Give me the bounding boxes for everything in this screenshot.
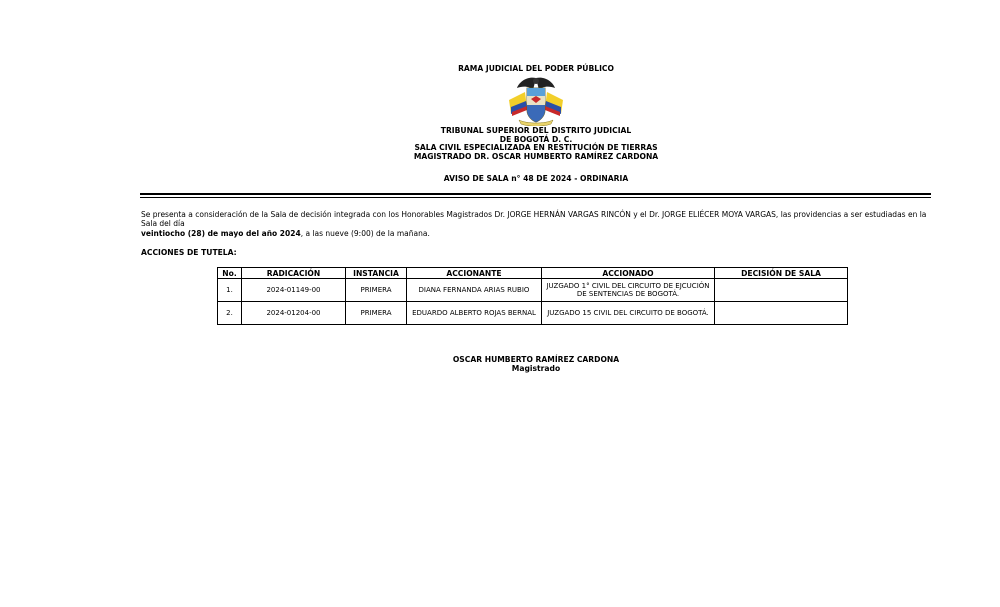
table-header-row bbox=[218, 268, 848, 279]
column-header: DECISIÓN DE SALA bbox=[715, 268, 848, 279]
cases-table bbox=[217, 267, 848, 325]
intro-paragraph bbox=[141, 210, 941, 238]
section-title: ACCIONES DE TUTELA: bbox=[141, 248, 237, 257]
table-row bbox=[218, 279, 848, 302]
cell-radicacion: 2024-01204-00 bbox=[242, 302, 346, 325]
column-header: RADICACIÓN bbox=[242, 268, 346, 279]
session-date: veintiocho (28) de mayo del año 2024 bbox=[141, 228, 301, 238]
tribunal-line: SALA CIVIL ESPECIALIZADA EN RESTITUCIÓN DE TIERRAS bbox=[414, 143, 658, 153]
tribunal-line: DE BOGOTÁ D. C. bbox=[499, 134, 573, 144]
coat-of-arms-icon bbox=[505, 74, 567, 126]
cell-number: 1. bbox=[218, 279, 242, 302]
cell-decision bbox=[715, 279, 848, 302]
table-row bbox=[218, 302, 848, 325]
column-header: ACCIONADO bbox=[542, 268, 715, 279]
intro-text-end: , a las nueve (9:00) de la mañana. bbox=[300, 228, 430, 238]
cell-instancia: PRIMERA bbox=[346, 302, 407, 325]
tribunal-block bbox=[0, 127, 1000, 161]
cell-radicacion: 2024-01149-00 bbox=[242, 279, 346, 302]
column-header: INSTANCIA bbox=[346, 268, 407, 279]
divider bbox=[140, 193, 931, 195]
column-header: ACCIONANTE bbox=[407, 268, 542, 279]
notice-title: AVISO DE SALA n° 48 DE 2024 - ORDINARIA bbox=[443, 174, 629, 183]
cell-accionante: EDUARDO ALBERTO ROJAS BERNAL bbox=[407, 302, 542, 325]
institution-title: RAMA JUDICIAL DEL PODER PÚBLICO bbox=[458, 64, 614, 73]
cell-number: 2. bbox=[218, 302, 242, 325]
cell-accionado: JUZGADO 15 CIVIL DEL CIRCUITO DE BOGOTÁ. bbox=[542, 302, 715, 325]
signature-block bbox=[0, 356, 1000, 373]
cell-accionante: DIANA FERNANDA ARIAS RUBIO bbox=[407, 279, 542, 302]
tribunal-line: MAGISTRADO DR. OSCAR HUMBERTO RAMÍREZ CARDONA bbox=[413, 151, 659, 161]
tribunal-line: TRIBUNAL SUPERIOR DEL DISTRITO JUDICIAL bbox=[440, 126, 632, 135]
signer-name: OSCAR HUMBERTO RAMÍREZ CARDONA bbox=[452, 355, 620, 364]
cell-decision bbox=[715, 302, 848, 325]
column-header: No. bbox=[218, 268, 242, 279]
cell-accionado: JUZGADO 1° CIVIL DEL CIRCUITO DE EJCUCIÓN DE SENTENCIAS DE BOGOTÁ. bbox=[542, 279, 715, 302]
divider bbox=[140, 197, 931, 198]
cell-instancia: PRIMERA bbox=[346, 279, 407, 302]
intro-text: Se presenta a consideración de la Sala de decisión integrada con los Honorables Magistrados Dr. JORGE HERNÁN VARGAS RINCÓN y el Dr. JORGE ELIÉCER MOYA VARGAS, las providencias a ser estudiadas en la Sala del día bbox=[141, 210, 927, 229]
signer-role: Magistrado bbox=[511, 363, 561, 373]
